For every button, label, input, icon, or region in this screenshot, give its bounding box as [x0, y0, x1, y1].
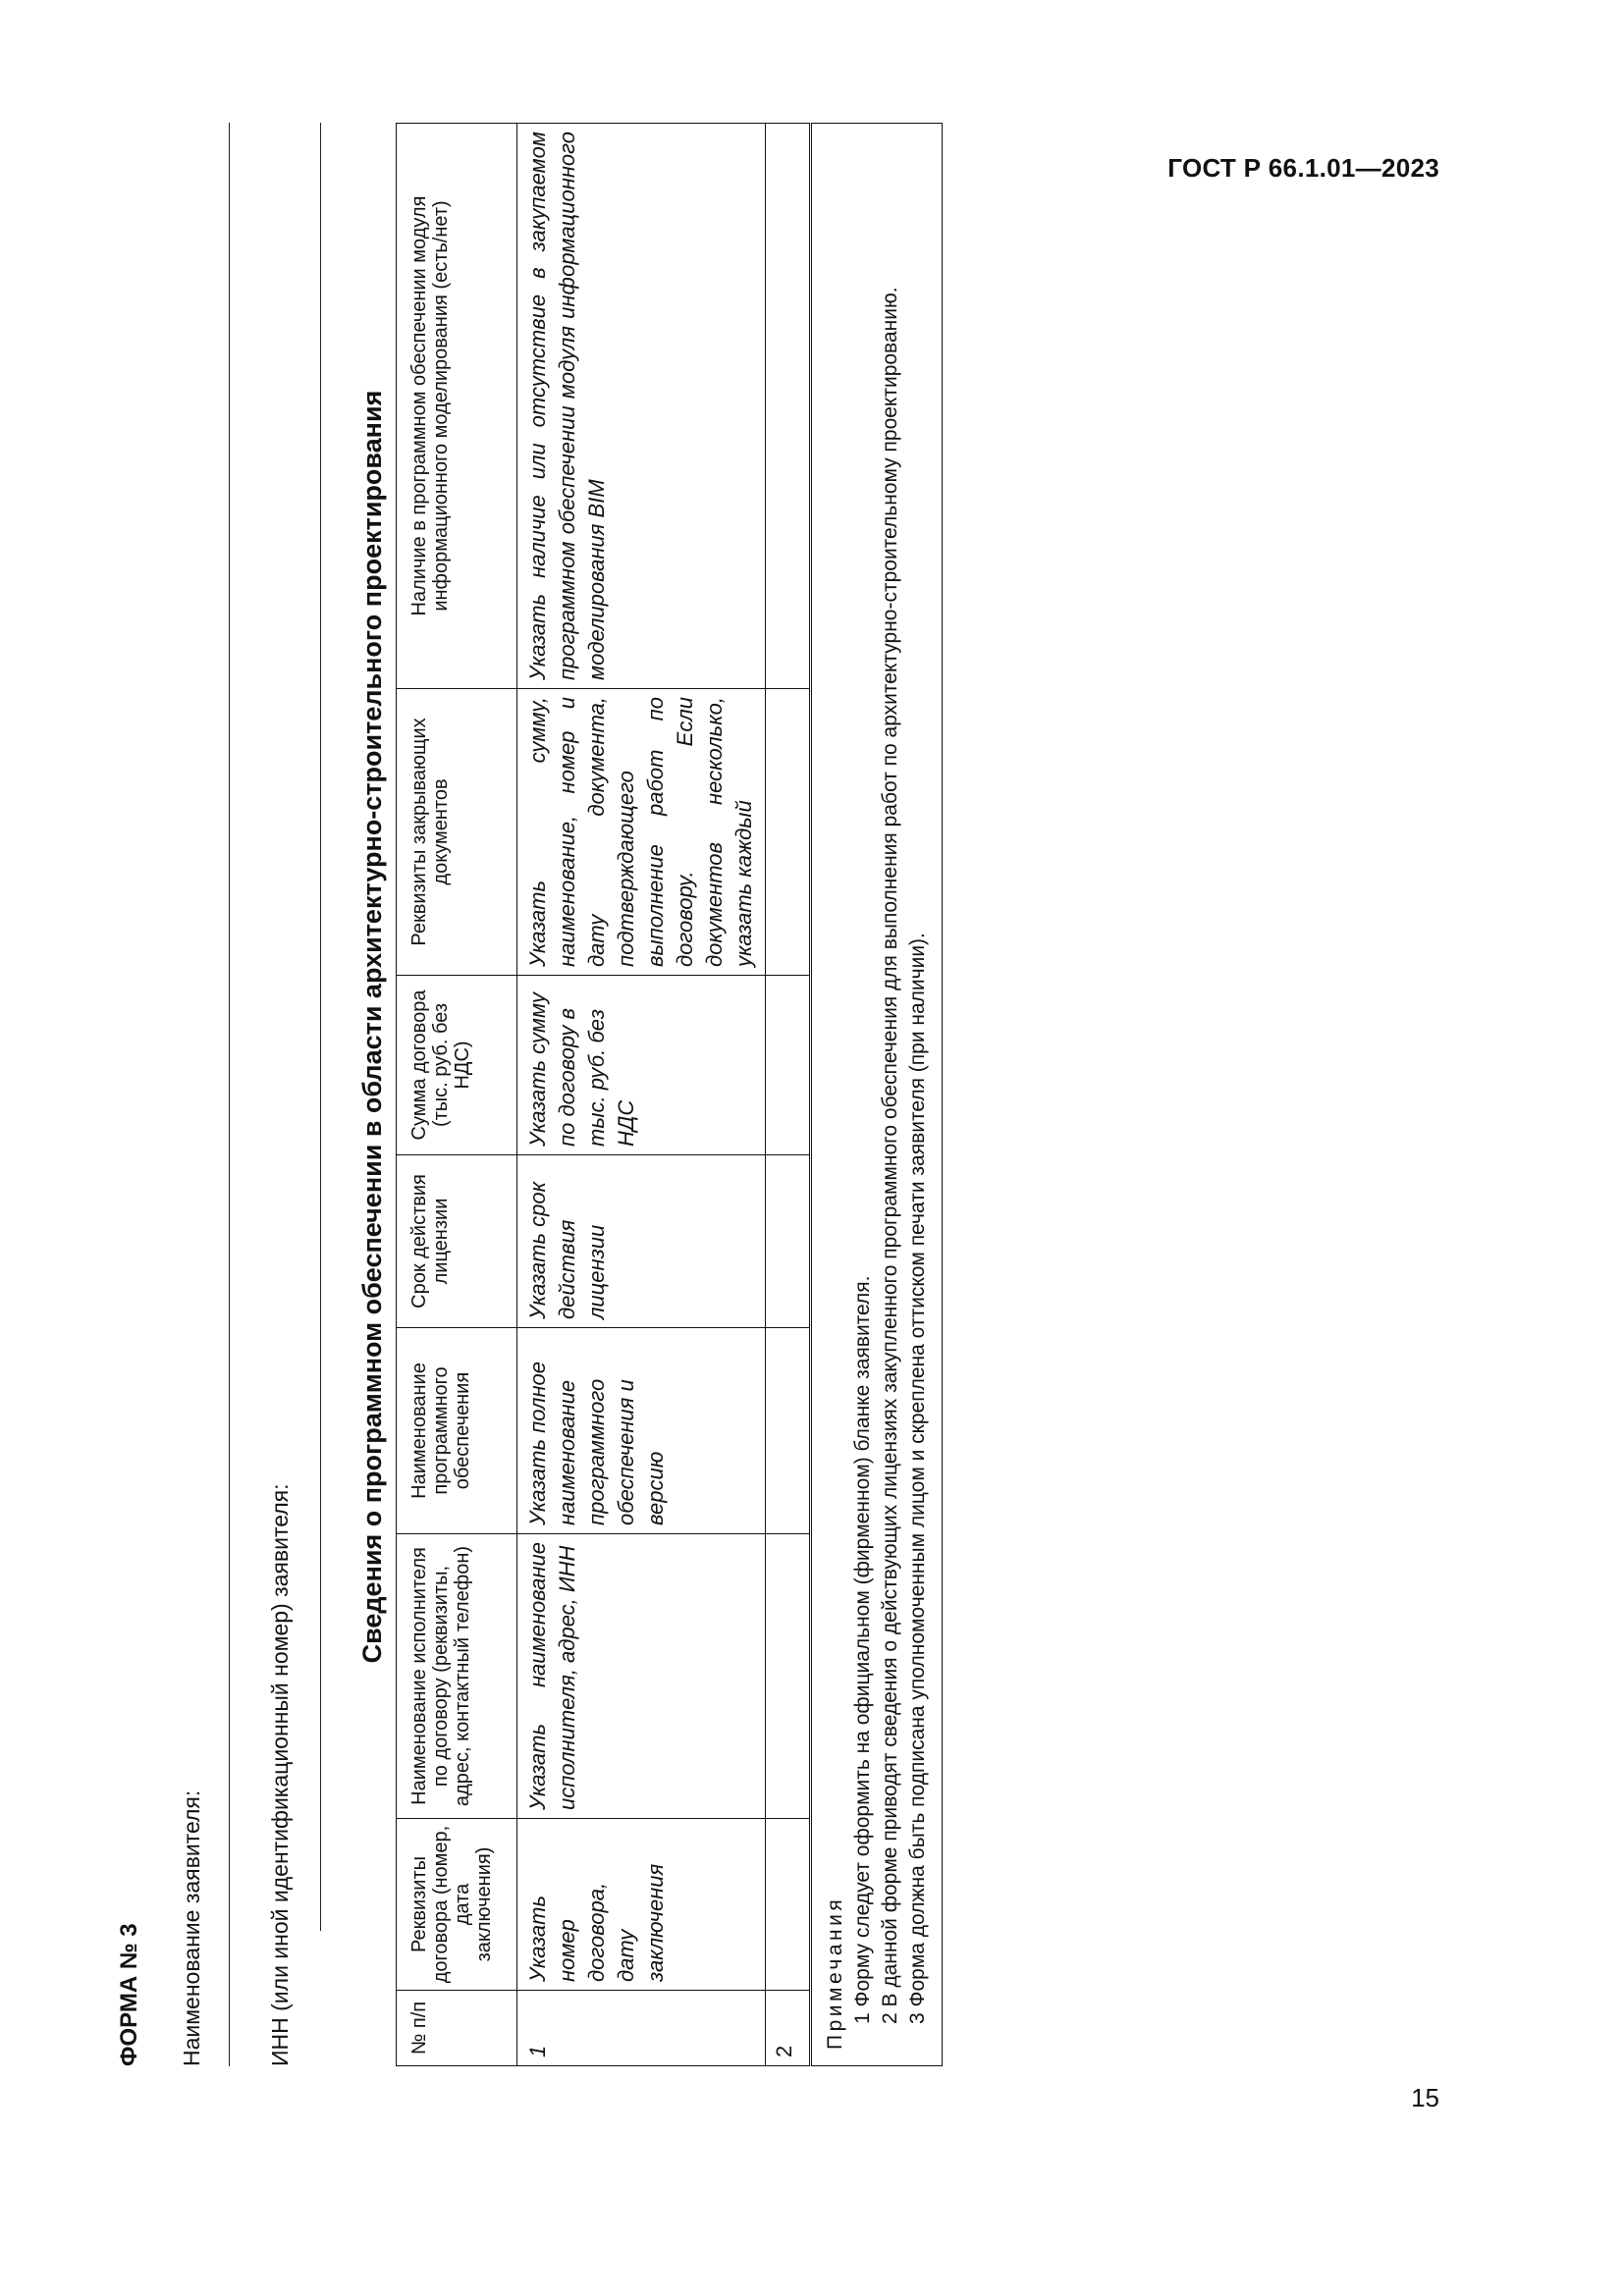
- header-contractor: Наименование исполнителя по договору (реквизиты, адрес, контактный телефон): [397, 1534, 517, 1819]
- table-row: [766, 124, 811, 2066]
- note-item-2: 2 В данной форме приводят сведения о действующих лицензиях закупленного программного обеспечения для выполнения работ по архитектурно-строительному проектированию.: [879, 287, 901, 2024]
- applicant-inn-line[interactable]: [320, 123, 321, 1931]
- cell-contractor[interactable]: [766, 1534, 811, 1819]
- notes-row: [811, 124, 943, 2066]
- software-table: [396, 123, 943, 2066]
- header-bim-module: Наличие в программном обеспечении модуля информационного моделирования (есть/нет): [397, 124, 517, 689]
- applicant-name-label: Наименование заявителя:: [179, 1789, 204, 2066]
- form-content: [116, 123, 1137, 2066]
- cell-contract-details[interactable]: [766, 1819, 811, 1991]
- applicant-name-line[interactable]: [229, 123, 230, 2066]
- cell-bim-module[interactable]: [766, 124, 811, 689]
- cell-contract-sum[interactable]: [766, 976, 811, 1155]
- row-number: 1: [517, 1991, 766, 2066]
- cell-contract-sum[interactable]: Указать сумму по договору в тыс. руб. без НДС: [517, 976, 766, 1155]
- notes-cell: [811, 124, 943, 2066]
- header-license-term: Срок действия лицензии: [397, 1155, 517, 1328]
- row-number: 2: [766, 1991, 811, 2066]
- document-standard-number: ГОСТ Р 66.1.01—2023: [1167, 153, 1439, 183]
- cell-contract-details[interactable]: Указать номер договора, дату заключения: [517, 1819, 766, 1991]
- cell-license-term[interactable]: [766, 1155, 811, 1328]
- note-item-3: 3 Форма должна быть подписана уполномоченным лицом и скреплена оттиском печати заявителя (при наличии).: [906, 933, 929, 2024]
- cell-software-name[interactable]: Указать полное наименование программного обеспечения и версию: [517, 1328, 766, 1534]
- cell-software-name[interactable]: [766, 1328, 811, 1534]
- applicant-inn-label: ИНН (или иной идентификационный номер) заявителя:: [267, 1483, 293, 2066]
- page-number: 15: [1411, 2083, 1439, 2112]
- notes-title: Примечания: [824, 1896, 846, 2050]
- table-header-row: [397, 124, 517, 2066]
- header-contract-details: Реквизиты договора (номер, дата заключения): [397, 1819, 517, 1991]
- note-item-1: 1 Форму следует оформить на официальном (фирменном) бланке заявителя.: [851, 1275, 874, 2024]
- cell-closing-docs[interactable]: [766, 689, 811, 976]
- form-title: ФОРМА № 3: [116, 1923, 142, 2066]
- table-row: [517, 124, 766, 2066]
- header-number: № п/п: [397, 1991, 517, 2066]
- header-software-name: Наименование программного обеспечения: [397, 1328, 517, 1534]
- cell-license-term[interactable]: Указать срок действия лицензии: [517, 1155, 766, 1328]
- cell-closing-docs[interactable]: Указать сумму, наименование, номер и дату документа, подтверждающего выполнение работ по договору. Если документов несколько, указать каждый: [517, 689, 766, 976]
- cell-contractor[interactable]: Указать наименование исполнителя, адрес, ИНН: [517, 1534, 766, 1819]
- cell-bim-module[interactable]: Указать наличие или отсутствие в закупаемом программном обеспечении модуля информационного моделирования BIM: [517, 124, 766, 689]
- header-contract-sum: Сумма договора (тыс. руб. без НДС): [397, 976, 517, 1155]
- table-title: Сведения о программном обеспечении в области архитектурно-строительного проектирования: [357, 390, 387, 1664]
- header-closing-docs: Реквизиты закрывающих документов: [397, 689, 517, 976]
